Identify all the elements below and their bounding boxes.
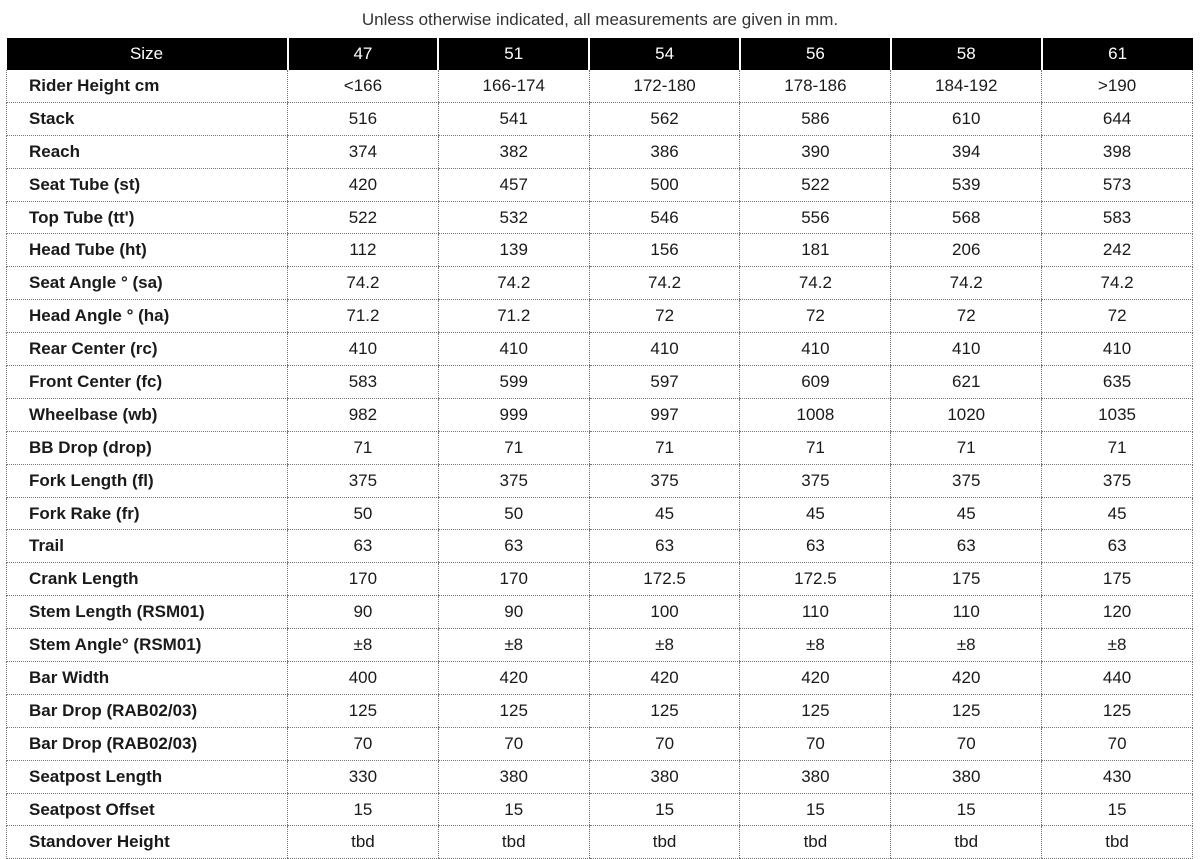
table-cell: 125 bbox=[438, 694, 589, 727]
row-label: Bar Drop (RAB02/03) bbox=[7, 727, 288, 760]
header-size: 47 bbox=[288, 38, 439, 70]
table-cell: ±8 bbox=[589, 629, 740, 662]
geometry-table bbox=[6, 38, 1193, 859]
table-row bbox=[7, 629, 1193, 662]
table-cell: 1008 bbox=[740, 398, 891, 431]
table-cell: 380 bbox=[438, 760, 589, 793]
table-cell: 1035 bbox=[1042, 398, 1193, 431]
row-label: Seatpost Offset bbox=[7, 793, 288, 826]
table-cell: 380 bbox=[891, 760, 1042, 793]
table-cell: 556 bbox=[740, 201, 891, 234]
table-cell: 410 bbox=[891, 333, 1042, 366]
table-cell: 63 bbox=[1042, 530, 1193, 563]
table-cell: 166-174 bbox=[438, 70, 589, 102]
table-cell: 386 bbox=[589, 135, 740, 168]
table-row bbox=[7, 168, 1193, 201]
table-row bbox=[7, 497, 1193, 530]
table-cell: 100 bbox=[589, 596, 740, 629]
table-cell: 375 bbox=[438, 464, 589, 497]
row-label: Wheelbase (wb) bbox=[7, 398, 288, 431]
table-cell: 72 bbox=[1042, 300, 1193, 333]
table-cell: 170 bbox=[438, 563, 589, 596]
table-cell: 375 bbox=[589, 464, 740, 497]
table-cell: 45 bbox=[1042, 497, 1193, 530]
measurement-note: Unless otherwise indicated, all measurements are given in mm. bbox=[361, 10, 839, 29]
table-cell: 110 bbox=[740, 596, 891, 629]
table-row bbox=[7, 662, 1193, 695]
table-cell: 139 bbox=[438, 234, 589, 267]
table-cell: 63 bbox=[288, 530, 439, 563]
table-cell: 410 bbox=[1042, 333, 1193, 366]
table-cell: 440 bbox=[1042, 662, 1193, 695]
table-cell: 15 bbox=[891, 793, 1042, 826]
table-cell: 45 bbox=[589, 497, 740, 530]
table-cell: 644 bbox=[1042, 102, 1193, 135]
table-cell: 522 bbox=[740, 168, 891, 201]
table-cell: 71 bbox=[288, 431, 439, 464]
table-cell: ±8 bbox=[740, 629, 891, 662]
table-cell: 583 bbox=[1042, 201, 1193, 234]
table-row bbox=[7, 760, 1193, 793]
table-cell: 120 bbox=[1042, 596, 1193, 629]
table-cell: 400 bbox=[288, 662, 439, 695]
table-cell: 181 bbox=[740, 234, 891, 267]
table-cell: 74.2 bbox=[589, 267, 740, 300]
row-label: Bar Drop (RAB02/03) bbox=[7, 694, 288, 727]
table-cell: 635 bbox=[1042, 366, 1193, 399]
table-cell: 420 bbox=[891, 662, 1042, 695]
table-cell: 410 bbox=[438, 333, 589, 366]
table-cell: 71 bbox=[740, 431, 891, 464]
table-cell: 63 bbox=[589, 530, 740, 563]
table-cell: 999 bbox=[438, 398, 589, 431]
table-cell: 982 bbox=[288, 398, 439, 431]
table-cell: tbd bbox=[891, 826, 1042, 859]
table-cell: tbd bbox=[589, 826, 740, 859]
table-row bbox=[7, 135, 1193, 168]
table-cell: 63 bbox=[740, 530, 891, 563]
table-cell: 70 bbox=[589, 727, 740, 760]
table-cell: 70 bbox=[288, 727, 439, 760]
table-row bbox=[7, 201, 1193, 234]
table-cell: 382 bbox=[438, 135, 589, 168]
table-cell: 70 bbox=[438, 727, 589, 760]
table-cell: 125 bbox=[891, 694, 1042, 727]
table-cell: 539 bbox=[891, 168, 1042, 201]
row-label: Crank Length bbox=[7, 563, 288, 596]
table-cell: 420 bbox=[740, 662, 891, 695]
table-cell: >190 bbox=[1042, 70, 1193, 102]
table-cell: 72 bbox=[891, 300, 1042, 333]
table-cell: 71.2 bbox=[438, 300, 589, 333]
table-cell: 175 bbox=[1042, 563, 1193, 596]
table-cell: 110 bbox=[891, 596, 1042, 629]
table-cell: 170 bbox=[288, 563, 439, 596]
header-size: 58 bbox=[891, 38, 1042, 70]
table-cell: 125 bbox=[1042, 694, 1193, 727]
row-label: Standover Height bbox=[7, 826, 288, 859]
table-cell: 50 bbox=[288, 497, 439, 530]
row-label: Seat Angle ° (sa) bbox=[7, 267, 288, 300]
table-cell: 72 bbox=[589, 300, 740, 333]
table-row bbox=[7, 464, 1193, 497]
table-cell: 610 bbox=[891, 102, 1042, 135]
table-cell: 74.2 bbox=[891, 267, 1042, 300]
table-cell: 156 bbox=[589, 234, 740, 267]
table-cell: 546 bbox=[589, 201, 740, 234]
table-cell: 330 bbox=[288, 760, 439, 793]
table-cell: 45 bbox=[891, 497, 1042, 530]
header-size: 54 bbox=[589, 38, 740, 70]
table-cell: 375 bbox=[1042, 464, 1193, 497]
table-cell: ±8 bbox=[1042, 629, 1193, 662]
table-cell: 420 bbox=[288, 168, 439, 201]
table-cell: 586 bbox=[740, 102, 891, 135]
row-label: Stack bbox=[7, 102, 288, 135]
table-cell: 125 bbox=[288, 694, 439, 727]
table-cell: 609 bbox=[740, 366, 891, 399]
table-cell: 430 bbox=[1042, 760, 1193, 793]
table-cell: 71 bbox=[589, 431, 740, 464]
table-cell: 541 bbox=[438, 102, 589, 135]
table-row bbox=[7, 398, 1193, 431]
row-label: Seat Tube (st) bbox=[7, 168, 288, 201]
table-cell: 90 bbox=[288, 596, 439, 629]
table-row bbox=[7, 826, 1193, 859]
table-cell: 599 bbox=[438, 366, 589, 399]
row-label: Top Tube (tt') bbox=[7, 201, 288, 234]
table-cell: 15 bbox=[438, 793, 589, 826]
table-cell: 1020 bbox=[891, 398, 1042, 431]
table-cell: 74.2 bbox=[438, 267, 589, 300]
table-cell: 380 bbox=[740, 760, 891, 793]
table-cell: 70 bbox=[1042, 727, 1193, 760]
row-label: Stem Angle° (RSM01) bbox=[7, 629, 288, 662]
row-label: Fork Rake (fr) bbox=[7, 497, 288, 530]
table-cell: 206 bbox=[891, 234, 1042, 267]
table-cell: 45 bbox=[740, 497, 891, 530]
row-label: Seatpost Length bbox=[7, 760, 288, 793]
header-size: 61 bbox=[1042, 38, 1193, 70]
row-label: Reach bbox=[7, 135, 288, 168]
table-cell: 15 bbox=[1042, 793, 1193, 826]
row-label: Rider Height cm bbox=[7, 70, 288, 102]
table-cell: 390 bbox=[740, 135, 891, 168]
table-cell: 71 bbox=[1042, 431, 1193, 464]
table-cell: 172.5 bbox=[589, 563, 740, 596]
table-cell: ±8 bbox=[891, 629, 1042, 662]
table-cell: 597 bbox=[589, 366, 740, 399]
table-cell: 178-186 bbox=[740, 70, 891, 102]
table-body bbox=[7, 70, 1193, 859]
table-cell: 175 bbox=[891, 563, 1042, 596]
row-label: Rear Center (rc) bbox=[7, 333, 288, 366]
table-cell: 70 bbox=[740, 727, 891, 760]
table-cell: 410 bbox=[740, 333, 891, 366]
table-cell: 112 bbox=[288, 234, 439, 267]
table-row bbox=[7, 300, 1193, 333]
table-cell: 90 bbox=[438, 596, 589, 629]
table-row bbox=[7, 366, 1193, 399]
table-row bbox=[7, 70, 1193, 102]
row-label: BB Drop (drop) bbox=[7, 431, 288, 464]
table-cell: 583 bbox=[288, 366, 439, 399]
table-cell: tbd bbox=[438, 826, 589, 859]
table-row bbox=[7, 727, 1193, 760]
table-cell: 562 bbox=[589, 102, 740, 135]
table-row bbox=[7, 234, 1193, 267]
row-label: Bar Width bbox=[7, 662, 288, 695]
table-cell: 374 bbox=[288, 135, 439, 168]
table-cell: 172.5 bbox=[740, 563, 891, 596]
table-cell: 15 bbox=[589, 793, 740, 826]
table-cell: 621 bbox=[891, 366, 1042, 399]
table-header bbox=[7, 38, 1193, 70]
table-cell: ±8 bbox=[288, 629, 439, 662]
row-label: Trail bbox=[7, 530, 288, 563]
table-cell: 375 bbox=[891, 464, 1042, 497]
table-cell: 500 bbox=[589, 168, 740, 201]
header-size-label: Size bbox=[7, 38, 288, 70]
table-cell: 71.2 bbox=[288, 300, 439, 333]
table-cell: 242 bbox=[1042, 234, 1193, 267]
row-label: Head Angle ° (ha) bbox=[7, 300, 288, 333]
table-cell: 568 bbox=[891, 201, 1042, 234]
table-cell: 997 bbox=[589, 398, 740, 431]
table-row bbox=[7, 102, 1193, 135]
table-cell: 74.2 bbox=[1042, 267, 1193, 300]
table-cell: 15 bbox=[740, 793, 891, 826]
table-cell: 420 bbox=[589, 662, 740, 695]
table-row bbox=[7, 793, 1193, 826]
row-label: Fork Length (fl) bbox=[7, 464, 288, 497]
table-cell: 74.2 bbox=[288, 267, 439, 300]
table-cell: 72 bbox=[740, 300, 891, 333]
table-cell: 457 bbox=[438, 168, 589, 201]
table-cell: 380 bbox=[589, 760, 740, 793]
table-cell: 184-192 bbox=[891, 70, 1042, 102]
table-cell: 63 bbox=[438, 530, 589, 563]
header-size: 56 bbox=[740, 38, 891, 70]
row-label: Front Center (fc) bbox=[7, 366, 288, 399]
table-row bbox=[7, 694, 1193, 727]
table-cell: 70 bbox=[891, 727, 1042, 760]
table-cell: 420 bbox=[438, 662, 589, 695]
header-row bbox=[7, 38, 1193, 70]
table-row bbox=[7, 596, 1193, 629]
table-cell: tbd bbox=[1042, 826, 1193, 859]
table-cell: 410 bbox=[589, 333, 740, 366]
table-row bbox=[7, 333, 1193, 366]
table-cell: 532 bbox=[438, 201, 589, 234]
table-cell: 74.2 bbox=[740, 267, 891, 300]
table-cell: tbd bbox=[740, 826, 891, 859]
table-cell: 125 bbox=[589, 694, 740, 727]
table-cell: 15 bbox=[288, 793, 439, 826]
table-cell: tbd bbox=[288, 826, 439, 859]
table-cell: 375 bbox=[288, 464, 439, 497]
table-row bbox=[7, 530, 1193, 563]
row-label: Stem Length (RSM01) bbox=[7, 596, 288, 629]
table-cell: 50 bbox=[438, 497, 589, 530]
table-cell: 522 bbox=[288, 201, 439, 234]
table-cell: 71 bbox=[891, 431, 1042, 464]
table-cell: 410 bbox=[288, 333, 439, 366]
table-cell: 394 bbox=[891, 135, 1042, 168]
table-cell: 172-180 bbox=[589, 70, 740, 102]
table-row bbox=[7, 563, 1193, 596]
row-label: Head Tube (ht) bbox=[7, 234, 288, 267]
table-cell: 516 bbox=[288, 102, 439, 135]
table-cell: 398 bbox=[1042, 135, 1193, 168]
table-row bbox=[7, 267, 1193, 300]
table-cell: <166 bbox=[288, 70, 439, 102]
table-cell: 63 bbox=[891, 530, 1042, 563]
table-cell: 375 bbox=[740, 464, 891, 497]
table-cell: 573 bbox=[1042, 168, 1193, 201]
table-cell: ±8 bbox=[438, 629, 589, 662]
table-cell: 125 bbox=[740, 694, 891, 727]
header-size: 51 bbox=[438, 38, 589, 70]
table-row bbox=[7, 431, 1193, 464]
table-cell: 71 bbox=[438, 431, 589, 464]
